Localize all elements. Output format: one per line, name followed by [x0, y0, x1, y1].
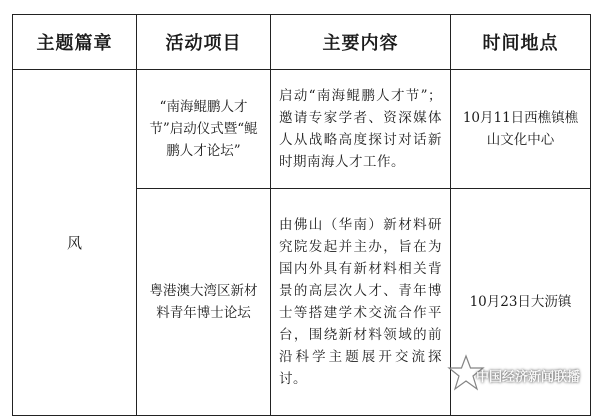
table-header-row — [13, 15, 591, 70]
header-time-place: 时间地点 — [451, 15, 591, 70]
header-theme: 主题篇章 — [13, 15, 137, 70]
content-cell: 由佛山（华南）新材料研究院发起并主办，旨在为国内外具有新材料相关背景的高层次人才、青年博士等搭建学术交流合作平台，围绕新材料领域的前沿科学主题展开交流探讨。 — [271, 189, 451, 416]
theme-cell: 风 — [13, 70, 137, 416]
table-row — [13, 70, 591, 189]
content-cell: 启动“南海鲲鹏人才节”；邀请专家学者、资深媒体人从战略高度探讨对话新时期南海人才工作。 — [271, 70, 451, 189]
header-content: 主要内容 — [271, 15, 451, 70]
watermark-text: 中国经济新闻联播 — [476, 370, 581, 385]
watermark-logo — [446, 352, 596, 396]
header-activity: 活动项目 — [137, 15, 271, 70]
activity-cell: 粤港澳大湾区新材料青年博士论坛 — [137, 189, 271, 416]
time-place-cell: 10月23日大沥镇 — [451, 189, 591, 416]
time-place-cell: 10月11日西樵镇樵山文化中心 — [451, 70, 591, 189]
activity-cell: “南海鲲鹏人才节”启动仪式暨“鲲鹏人才论坛” — [137, 70, 271, 189]
